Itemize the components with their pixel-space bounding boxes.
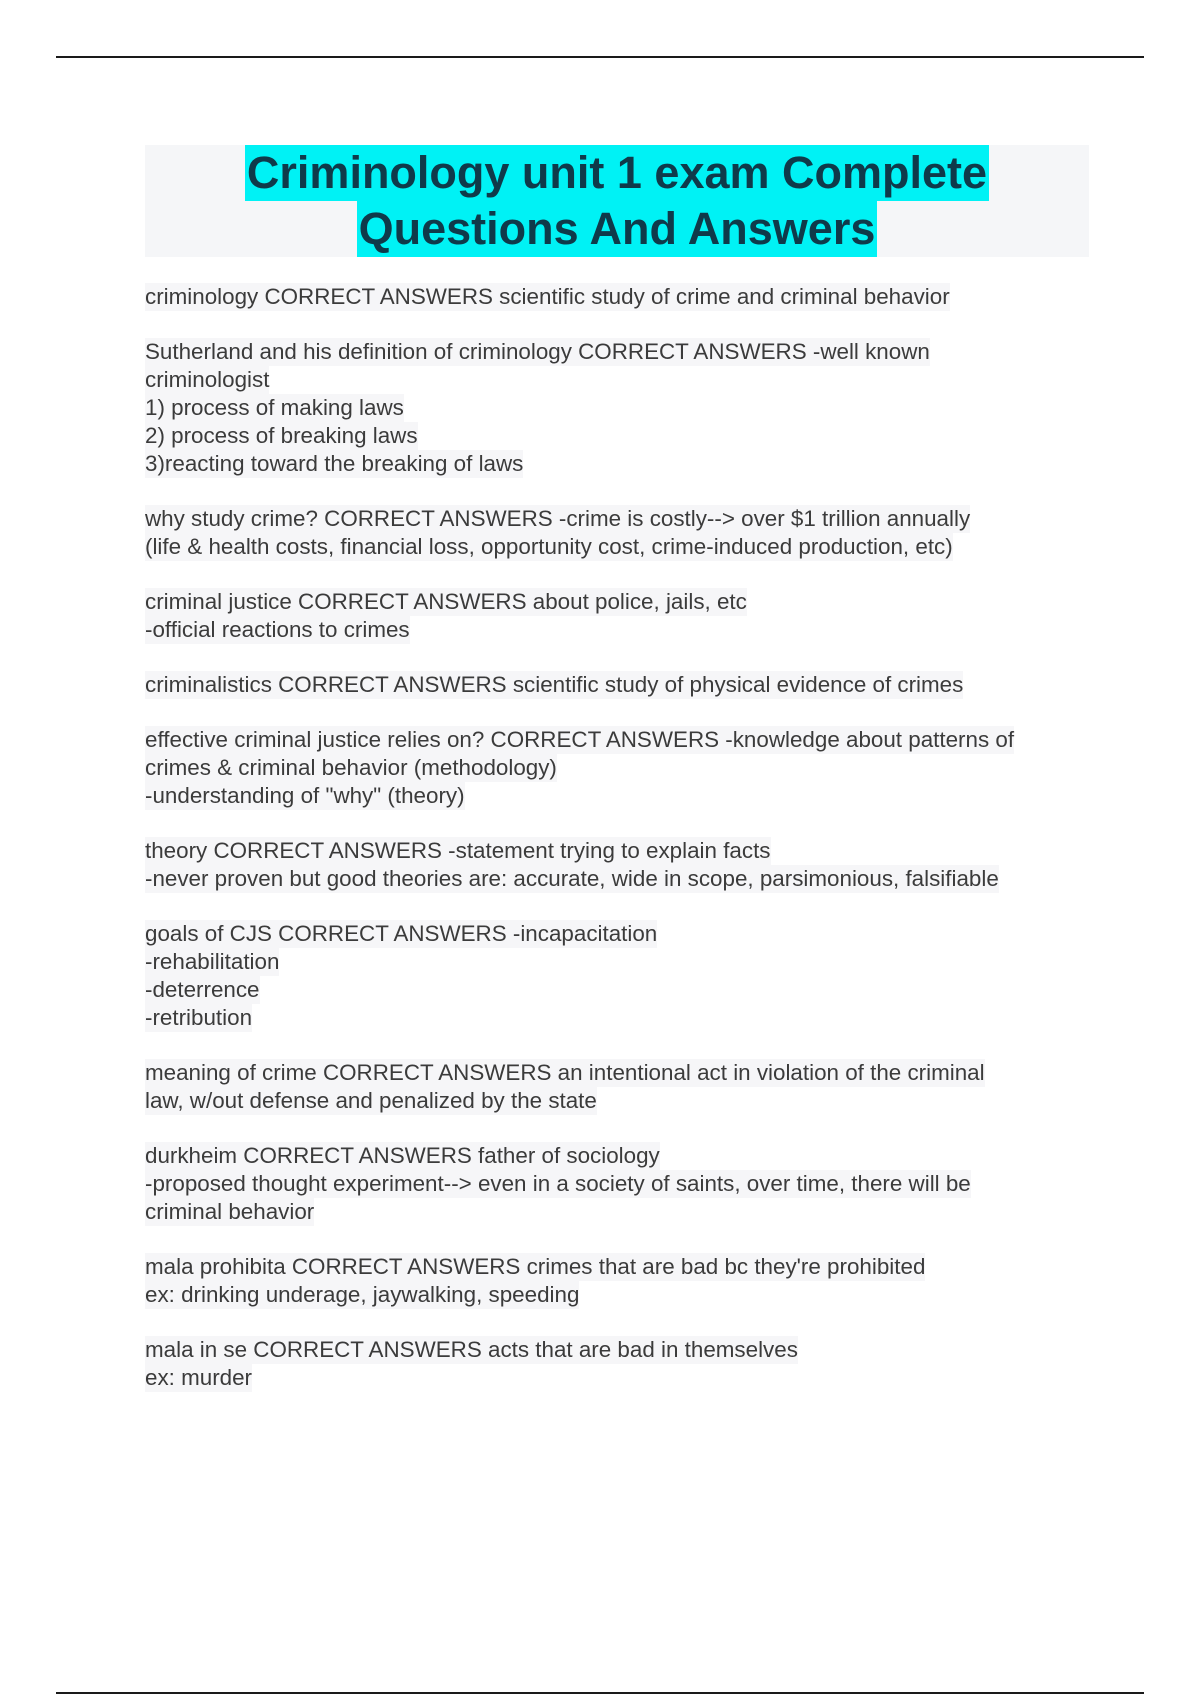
qa-entry-line: criminologist: [145, 367, 270, 392]
qa-entry: [145, 920, 1105, 1032]
qa-entry-line: -deterrence: [145, 977, 260, 1002]
qa-entry: [145, 671, 1105, 699]
qa-entry-line: theory CORRECT ANSWERS -statement trying to explain facts: [145, 838, 771, 863]
qa-entry-line: effective criminal justice relies on? CORRECT ANSWERS -knowledge about patterns of: [145, 727, 1015, 752]
qa-entry: [145, 1336, 1105, 1392]
qa-entry-line: mala in se CORRECT ANSWERS acts that are bad in themselves: [145, 1337, 798, 1362]
qa-entry-line: Sutherland and his definition of criminology CORRECT ANSWERS -well known: [145, 339, 930, 364]
qa-entry-line: ex: drinking underage, jaywalking, speeding: [145, 1282, 580, 1307]
qa-entry-line: criminal justice CORRECT ANSWERS about police, jails, etc: [145, 589, 747, 614]
qa-entry-line: why study crime? CORRECT ANSWERS -crime is costly--> over $1 trillion annually: [145, 506, 971, 531]
qa-entry-line: goals of CJS CORRECT ANSWERS -incapacitation: [145, 921, 658, 946]
qa-entry: [145, 338, 1105, 478]
qa-entry-line: -rehabilitation: [145, 949, 280, 974]
qa-entry-line: meaning of crime CORRECT ANSWERS an intentional act in violation of the criminal: [145, 1060, 985, 1085]
document-title: [145, 145, 1089, 257]
qa-entry-line: 1) process of making laws: [145, 395, 404, 420]
bottom-divider: [56, 1692, 1144, 1694]
qa-entry-line: (life & health costs, financial loss, opportunity cost, crime-induced production, etc): [145, 534, 953, 559]
qa-entry-line: criminalistics CORRECT ANSWERS scientific study of physical evidence of crimes: [145, 672, 964, 697]
qa-entry-line: -official reactions to crimes: [145, 617, 410, 642]
qa-entry: [145, 1059, 1105, 1115]
qa-entry-line: 3)reacting toward the breaking of laws: [145, 451, 524, 476]
qa-entry-line: -never proven but good theories are: accurate, wide in scope, parsimonious, falsifiable: [145, 866, 999, 891]
qa-entry-line: durkheim CORRECT ANSWERS father of sociology: [145, 1143, 660, 1168]
qa-entry-line: law, w/out defense and penalized by the state: [145, 1088, 597, 1113]
qa-entry: [145, 837, 1105, 893]
qa-entry: [145, 726, 1105, 810]
qa-entry: [145, 588, 1105, 644]
qa-entry-line: mala prohibita CORRECT ANSWERS crimes that are bad bc they're prohibited: [145, 1254, 926, 1279]
qa-entry: [145, 1253, 1105, 1309]
qa-entry-line: -retribution: [145, 1005, 253, 1030]
qa-entry-line: -understanding of "why" (theory): [145, 783, 465, 808]
qa-entry-line: crimes & criminal behavior (methodology): [145, 755, 557, 780]
title-line-2: Questions And Answers: [357, 201, 878, 257]
qa-list: [145, 283, 1105, 1419]
qa-entry: [145, 283, 1105, 311]
title-line-1: Criminology unit 1 exam Complete: [245, 145, 989, 201]
top-divider: [56, 56, 1144, 58]
qa-entry: [145, 1142, 1105, 1226]
qa-entry-line: 2) process of breaking laws: [145, 423, 418, 448]
qa-entry-line: criminology CORRECT ANSWERS scientific study of crime and criminal behavior: [145, 284, 950, 309]
qa-entry-line: ex: murder: [145, 1365, 253, 1390]
qa-entry-line: criminal behavior: [145, 1199, 315, 1224]
qa-entry-line: -proposed thought experiment--> even in a society of saints, over time, there will be: [145, 1171, 971, 1196]
qa-entry: [145, 505, 1105, 561]
